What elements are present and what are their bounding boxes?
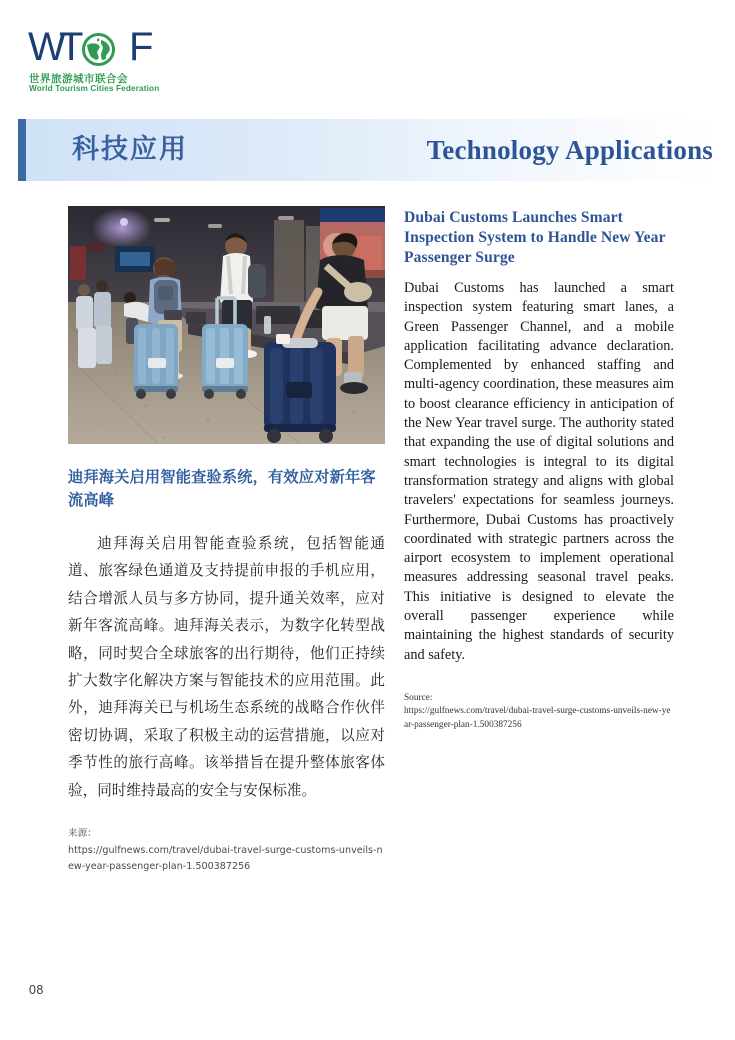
chinese-article-column: [68, 206, 385, 876]
english-article-column: [404, 208, 674, 732]
logo-name-cn: 世界旅游城市联合会: [29, 73, 128, 85]
english-headline: Dubai Customs Launches Smart Inspection System to Handle New Year Passenger Surge: [404, 209, 666, 266]
logo-letter-t: T: [59, 25, 83, 69]
page-number: 08: [29, 983, 44, 997]
english-body-text: Dubai Customs has launched a smart inspection system featuring smart lanes, a Green Passenger Channel, and a mobile application facilitating advance declaration. Complemented by enhanced staffing and multi-agency coordination, these measures aim to boost clearance efficiency in anticipation of the New Year travel surge. The authority stated that expanding the use of digital solutions and smart technologies is integral to its digital transformation strategy and aligns with global travelers' expectations for seamless journeys. Furthermore, Dubai Customs has proactively coordinated with strategic partners across the airport ecosystem to implement operational measures addressing seasonal travel peaks. This initiative is designed to elevate the overall passenger experience while maintaining the highest standards of security and safety.: [404, 280, 674, 663]
english-source-label: Source:: [404, 692, 433, 703]
article-photo: [68, 206, 385, 444]
section-title-chinese: 科技应用: [72, 134, 188, 165]
chinese-source-url[interactable]: https://gulfnews.com/travel/dubai-travel-surge-customs-unveils-new-year-passenger-plan-1.500387256: [68, 844, 383, 873]
logo-letter-w: W: [28, 25, 65, 69]
chinese-headline: 迪拜海关启用智能查验系统，有效应对新年客流高峰: [68, 468, 376, 509]
section-header-accent-bar: [18, 119, 26, 181]
chinese-source-label: 来源：: [68, 828, 97, 840]
english-source-url[interactable]: https://gulfnews.com/travel/dubai-travel-surge-customs-unveils-new-year-passenger-plan-1.500387256: [404, 706, 671, 730]
chinese-body-text: 迪拜海关启用智能查验系统，包括智能通道、旅客绿色通道及支持提前申报的手机应用，结合增派人员与多方协同，提升通关效率，应对新年客流高峰。迪拜海关表示，为数字化转型战略，同时契合全球旅客的出行期待，他们正持续扩大数字化解决方案与智能技术的应用范围。此外，迪拜海关已与机场生态系统的战略合作伙伴密切协调，采取了积极主动的运营措施，以应对季节性的旅行高峰。该举措旨在提升整体旅客体验，同时维持最高的安全与安保标准。: [68, 535, 385, 799]
chinese-source: [68, 826, 385, 876]
section-title-english: Technology Applications: [426, 135, 713, 165]
wtcf-logo: [28, 25, 188, 95]
globe-icon: [82, 33, 115, 66]
english-source: [404, 692, 674, 733]
wtcf-wordmark: [28, 25, 160, 93]
logo-letter-f: F: [129, 25, 153, 69]
logo-name-en: World Tourism Cities Federation: [29, 84, 160, 93]
section-header-banner: [18, 119, 717, 181]
